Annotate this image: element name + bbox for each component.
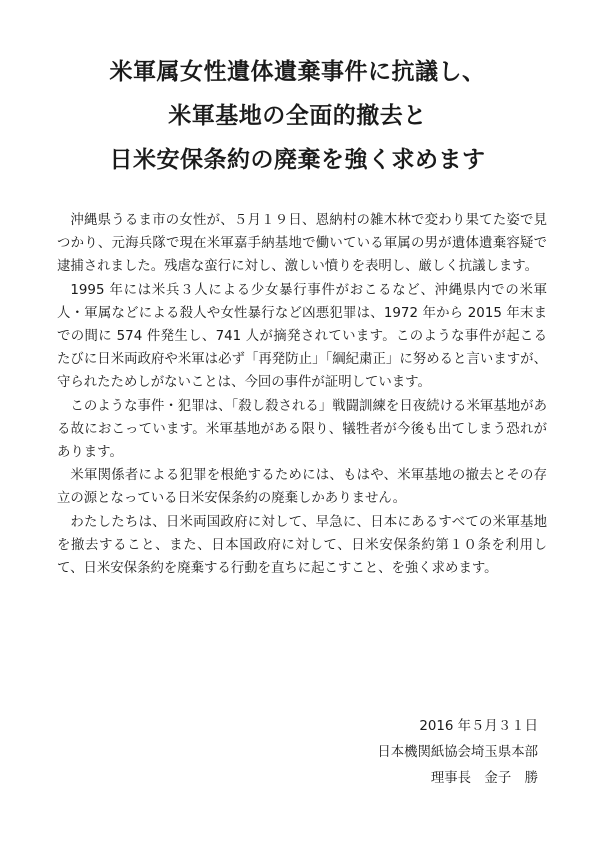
signature-organization: 日本機関紙協会埼玉県本部 bbox=[377, 745, 538, 760]
body-paragraph-5: わたしたちは、日米両国政府に対して、早急に、日本にあるすべての米軍基地を撤去すること、また、日本国政府に対して、日米安保条約第１０条を利用して、日米安保条約を廃棄する行動を直ちに起こすこと、を強く求めます。 bbox=[57, 514, 547, 577]
body-paragraph-3: このような事件・犯罪は、「殺し殺される」戦闘訓練を日夜続ける米軍基地がある故におこっています。米軍基地がある限り、犠牲者が今後も出てしまう恐れがあります。 bbox=[57, 398, 547, 461]
title-line-3: 日米安保条約の廃棄を強く求めます bbox=[109, 147, 486, 173]
document-title bbox=[0, 50, 595, 182]
body-paragraph-4: 米軍関係者による犯罪を根絶するためには、もはや、米軍基地の撤去とその存立の源となっている日米安保条約の廃棄しかありません。 bbox=[57, 468, 547, 507]
title-line-2: 米軍基地の全面的撤去と bbox=[168, 103, 427, 129]
body-paragraph-1: 沖縄県うるま市の女性が、５月１９日、恩納村の雑木林で変わり果てた姿で見つかり、元海兵隊で現在米軍嘉手納基地で働いている軍属の男が遺体遺棄容疑で逮捕されました。残虐な蛮行に対し、激しい憤りを表明し、厳しく抗議します。 bbox=[57, 213, 547, 275]
signature-representative: 理事長 金子 勝 bbox=[430, 771, 538, 786]
body-paragraph-2: 1995 年には米兵３人による少女暴行事件がおこるなど、沖縄県内での米軍人・軍属などによる殺人や女性暴行など凶悪犯罪は、1972 年から 2015 年末までの間に 574 件発生し、741 人が摘発されています。このような事件が起こるたびに日米両政府や米軍は必ず「再発防止」「綱紀粛正」に努めると言いますが、守られたためしがないことは、今回の事件が証明しています。 bbox=[57, 282, 547, 391]
title-line-1: 米軍属女性遺体遺棄事件に抗議し、 bbox=[109, 59, 486, 85]
signature-block bbox=[377, 714, 538, 792]
signature-date: 2016 年５月３１日 bbox=[419, 719, 538, 734]
document-body bbox=[57, 209, 547, 580]
